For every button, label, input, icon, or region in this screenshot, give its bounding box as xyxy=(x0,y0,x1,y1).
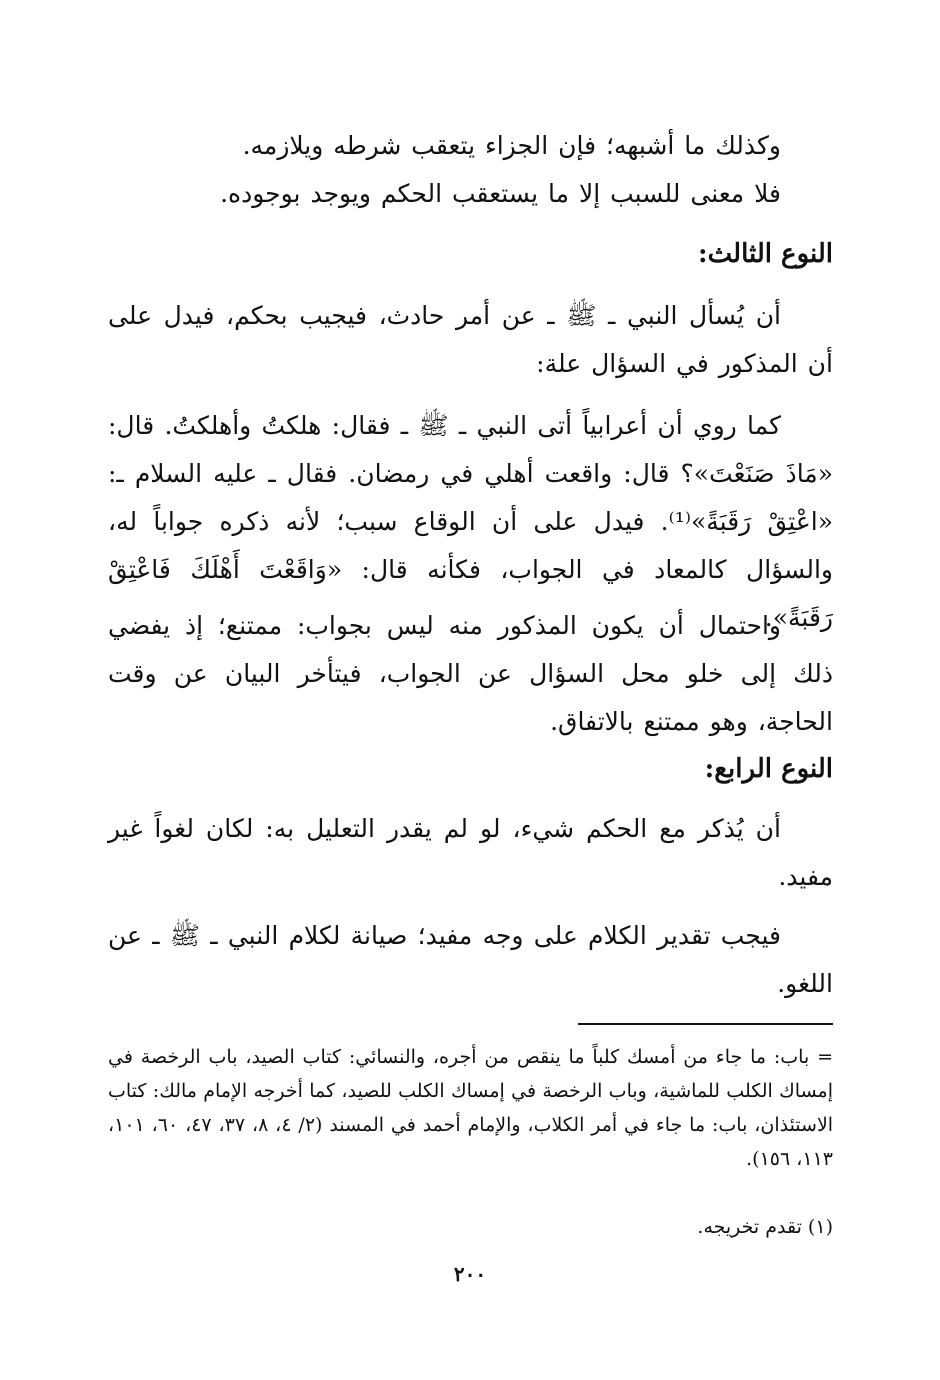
paragraph-6: أن يُذكر مع الحكم شيء، لو لم يقدر التعليل به: لكان لغواً غير مفيد. xyxy=(108,814,833,891)
section-heading-third-type: النوع الثالث: xyxy=(698,239,833,269)
section-heading-fourth-type: النوع الرابع: xyxy=(704,754,833,784)
paragraph-5: واحتمال أن يكون المذكور منه ليس بجواب: ممتنع؛ إذ يفضي ذلك إلى خلو محل السؤال عن الجواب، فيتأخر البيان عن وقت الحاجة، وهو ممتنع بالاتفاق. xyxy=(108,611,833,736)
footnote-1: (١) تقدم تخريجه. xyxy=(697,1216,833,1238)
paragraph-2: فلا معنى للسبب إلا ما يستعقب الحكم ويوجد بوجوده. xyxy=(220,179,781,208)
footnote-continued: = باب: ما جاء من أمسك كلباً ما ينقص من أجره، والنسائي: كتاب الصيد، باب الرخصة في إمساك الكلب للماشية، وباب الرخصة في إمساك الكلب للصيد، كما أخرجه الإمام مالك: كتاب الاستئذان، باب: ما جاء في أمر الكلاب، والإمام أحمد في المسند (٢/ ٤، ٨، ٣٧، ٤٧، ٦٠، ١٠١، ١١٣، ١٥٦). xyxy=(108,1046,834,1170)
paragraph-1: وكذلك ما أشبهه؛ فإن الجزاء يتعقب شرطه ويلازمه. xyxy=(242,131,781,160)
page-number: ٢٠٠ xyxy=(453,1262,487,1286)
paragraph-4: كما روي أن أعرابياً أتى النبي ـ ﷺ ـ فقال: هلكتُ وأهلكتُ. قال: «مَاذَ صَنَعْتَ»؟ قال: واقعت أهلي في رمضان. فقال ـ عليه السلام ـ: «اعْتِقْ رَقَبَةً»⁽¹⁾. فيدل على أن الوقاع سبب؛ لأنه ذكره جواباً له، والسؤال كالمعاد في الجواب، فكأنه قال: «وَاقَعْتَ أَهْلَكَ فَاعْتِقْ رَقَبَةً». xyxy=(108,411,834,632)
paragraph-7: فيجب تقدير الكلام على وجه مفيد؛ صيانة لكلام النبي ـ ﷺ ـ عن اللغو. xyxy=(108,921,833,998)
footnote-separator xyxy=(578,1023,833,1025)
paragraph-3: أن يُسأل النبي ـ ﷺ ـ عن أمر حادث، فيجيب بحكم، فيدل على أن المذكور في السؤال علة: xyxy=(108,301,833,378)
